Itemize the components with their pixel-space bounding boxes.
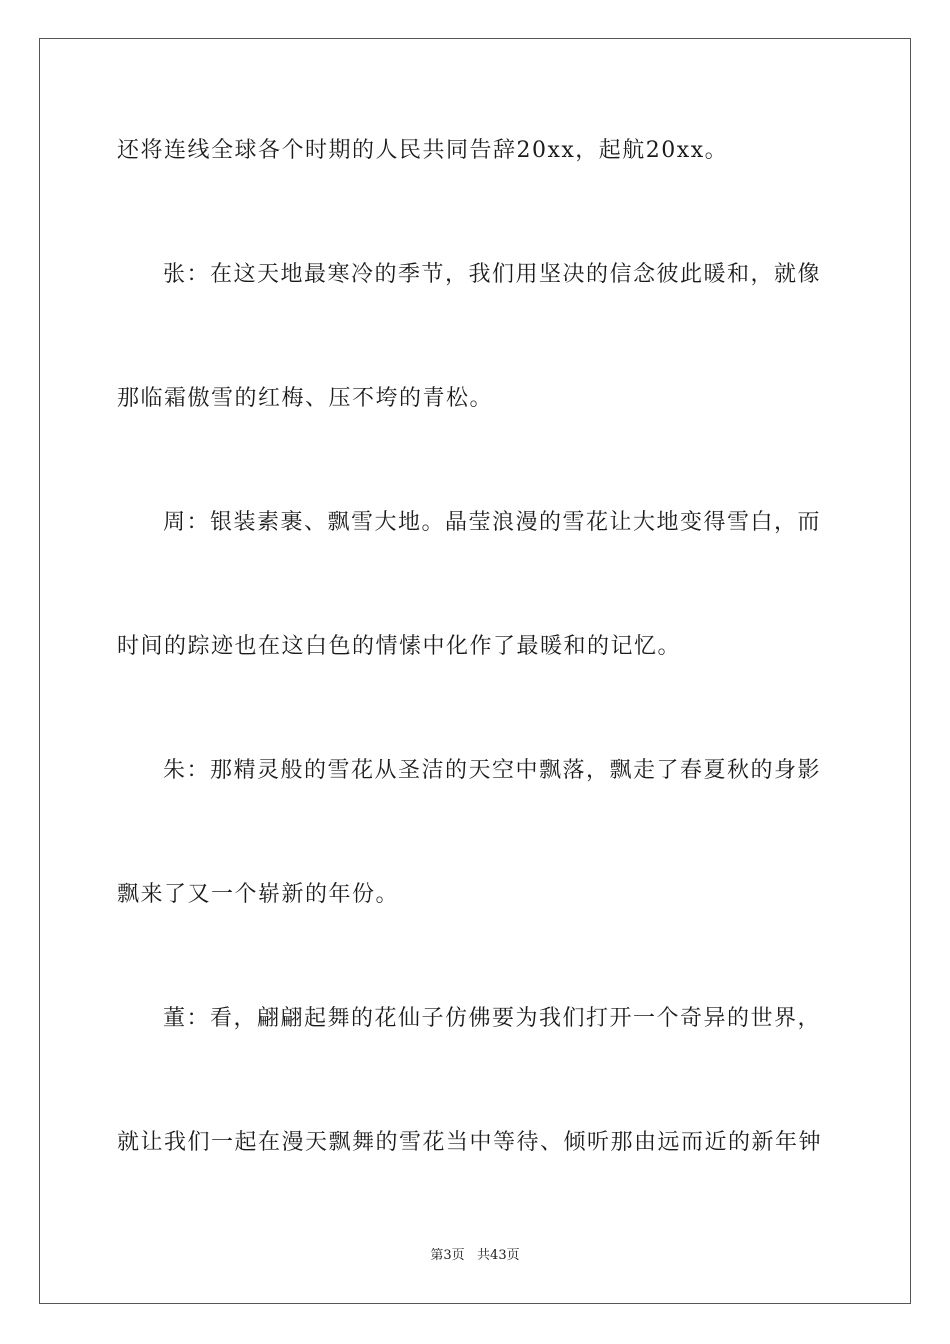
page-number-footer: 第3页 共43页	[430, 1248, 520, 1263]
page-border	[39, 38, 911, 1304]
text-line-5: 时间的踪迹也在这白色的情愫中化作了最暖和的记忆。	[117, 634, 682, 659]
text-line-2: 张：在这天地最寒冷的季节，我们用坚决的信念彼此暖和，就像	[163, 262, 822, 287]
text-line-3: 那临霜傲雪的红梅、压不垮的青松。	[117, 386, 494, 411]
text-line-6: 朱：那精灵般的雪花从圣洁的天空中飘落，飘走了春夏秋的身影	[163, 758, 822, 783]
text-line-7: 飘来了又一个崭新的年份。	[117, 882, 400, 907]
text-line-8: 董：看，翩翩起舞的花仙子仿佛要为我们打开一个奇异的世界，	[163, 1006, 822, 1031]
text-line-1: 还将连线全球各个时期的人民共同告辞20xx，起航20xx。	[117, 138, 729, 163]
text-line-4: 周：银装素裹、飘雪大地。晶莹浪漫的雪花让大地变得雪白，而	[163, 510, 822, 535]
text-line-9: 就让我们一起在漫天飘舞的雪花当中等待、倾听那由远而近的新年钟	[117, 1130, 823, 1155]
